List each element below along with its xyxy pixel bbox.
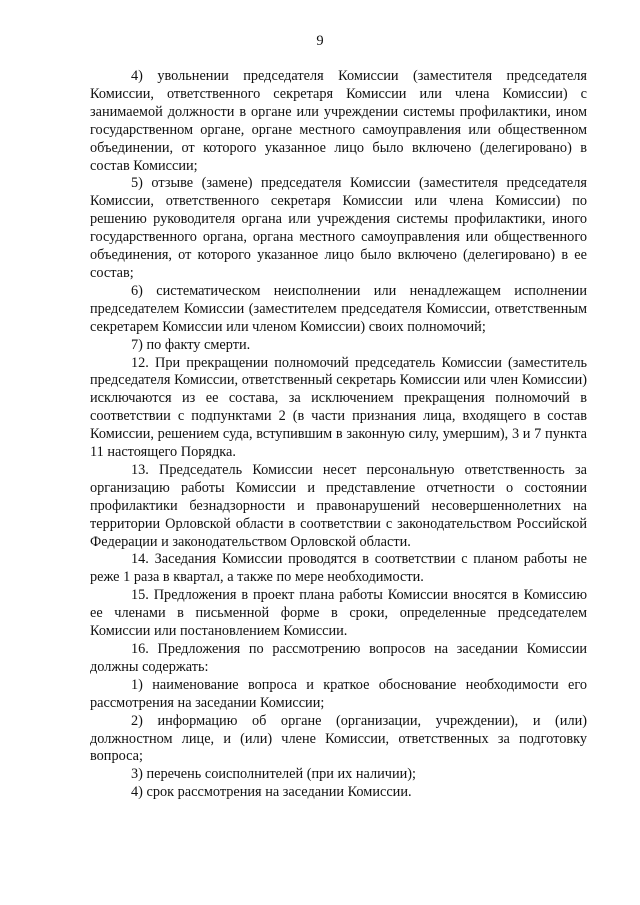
paragraph-item-5-recall: 5) отзыве (замене) председателя Комиссии (заместителя председателя Комиссии, ответственного секретаря Комиссии или члена Комиссии) по решению руководителя органа или учреждения системы профилактики, иного государственного органа, органа местного самоуправления или общественного объединения, от которого указанное лицо было включено (делегировано) в ее состав; <box>90 175 587 281</box>
paragraph-12-termination: 12. При прекращении полномочий председатель Комиссии (заместитель председателя Комиссии, ответственный секретарь Комиссии или член Комиссии) исключаются из ее состава, за исключением прекращения полномочий в соответствии с подпунктами 2 (в части признания лица, входящего в состав Комиссии, решением суда, вступившим в законную силу, умершим), 3 и 7 пункта 11 настоящего Порядка. <box>90 354 587 461</box>
page-number: 9 <box>316 33 324 49</box>
paragraph-16-item-3: 3) перечень соисполнителей (при их наличии); <box>131 766 417 783</box>
paragraph-13-chairman-responsibility: 13. Председатель Комиссии несет персональную ответственность за организацию работы Комиссии и представление отчетности о состоянии профилактики безнадзорности и правонарушений несовершеннолетних на территории Орловской области в соответствии с законодательством Российской Федерации и законодательством Орловской области. <box>90 461 587 550</box>
paragraph-16-item-4: 4) срок рассмотрения на заседании Комиссии. <box>131 784 412 801</box>
paragraph-16-item-2: 2) информацию об органе (организации, учреждении), и (или) должностном лице, и (или) члене Комиссии, ответственных за подготовку вопроса; <box>90 712 587 765</box>
paragraph-item-7-death: 7) по факту смерти. <box>131 336 251 353</box>
paragraph-15-work-plan-proposals: 15. Предложения в проект плана работы Комиссии вносятся в Комиссию ее членами в письменной форме в сроки, определенные председателем Комиссии или постановлением Комиссии. <box>90 587 587 640</box>
document-body <box>90 68 587 802</box>
paragraph-14-meetings: 14. Заседания Комиссии проводятся в соответствии с планом работы не реже 1 раза в квартал, а также по мере необходимости. <box>90 551 587 586</box>
paragraph-16-proposal-contents: 16. Предложения по рассмотрению вопросов на заседании Комиссии должны содержать: <box>90 641 587 675</box>
paragraph-item-4-dismissal: 4) увольнении председателя Комиссии (заместителя председателя Комиссии, ответственного секретаря Комиссии или члена Комиссии) с занимаемой должности в органе или учреждении системы профилактики, ином государственном органе, органе местного самоуправления или общественном объединении, от которого указанное лицо было включено (делегировано) в состав Комиссии; <box>90 68 587 174</box>
paragraph-item-6-nonperformance: 6) систематическом неисполнении или ненадлежащем исполнении председателем Комиссии (заместителем председателя Комиссии, ответственным секретарем Комиссии или членом Комиссии) своих полномочий; <box>90 282 587 335</box>
paragraph-16-item-1: 1) наименование вопроса и краткое обоснование необходимости его рассмотрения на заседании Комиссии; <box>90 676 587 711</box>
